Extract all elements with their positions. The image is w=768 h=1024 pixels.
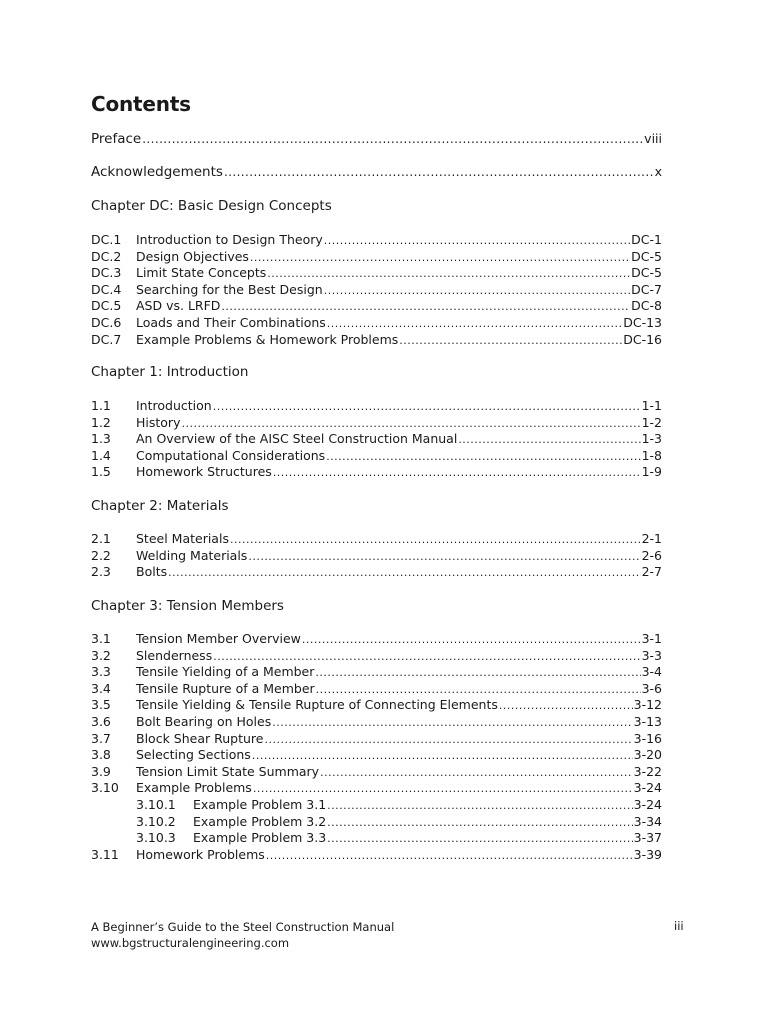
toc-entry[interactable]	[91, 249, 662, 266]
toc-entry[interactable]	[91, 232, 662, 249]
dot-leader	[327, 831, 632, 845]
footer-left	[91, 919, 394, 951]
entry-label: Acknowledgements	[91, 164, 223, 180]
toc-entry[interactable]	[91, 747, 662, 764]
dot-leader	[327, 815, 632, 829]
entry-number: DC.6	[91, 314, 122, 330]
entry-number: 3.10	[91, 780, 119, 796]
entry-label: Tensile Yielding of a Member	[136, 664, 315, 680]
toc-entry[interactable]	[91, 648, 662, 665]
chapter-section	[91, 531, 662, 581]
dot-leader	[248, 549, 640, 563]
toc-entry[interactable]	[91, 332, 662, 349]
toc-entry[interactable]	[91, 664, 662, 681]
entry-number: 1.3	[91, 431, 111, 447]
dot-leader	[142, 132, 643, 146]
entry-label: ASD vs. LRFD	[136, 298, 221, 314]
dot-leader	[315, 665, 640, 679]
entry-number: 3.6	[91, 713, 111, 729]
entry-page: 1-9	[641, 464, 662, 480]
entry-number: 3.5	[91, 697, 111, 713]
entry-page: 3-16	[633, 730, 662, 746]
toc-entry[interactable]	[91, 681, 662, 698]
entry-label: Design Objectives	[136, 248, 249, 264]
footer-page-number: iii	[674, 919, 684, 933]
entry-number: 3.10.3	[136, 830, 176, 846]
entry-number: 3.10.2	[136, 813, 176, 829]
entry-number: 1.5	[91, 464, 111, 480]
entry-label: Introduction to Design Theory	[136, 232, 323, 247]
entry-label: Tensile Yielding & Tensile Rupture of Connecting Elements	[136, 697, 498, 713]
entry-page: 3-22	[633, 763, 662, 779]
entry-number: 1.2	[91, 414, 111, 430]
entry-number: 3.8	[91, 747, 111, 763]
entry-page: DC-16	[623, 331, 662, 347]
toc-entry-preface[interactable]	[91, 131, 662, 147]
dot-leader	[324, 283, 630, 297]
entry-page: DC-8	[631, 298, 662, 314]
chapter-heading[interactable]: Chapter 1: Introduction	[91, 364, 249, 380]
toc-entry[interactable]	[91, 780, 662, 797]
dot-leader	[252, 748, 633, 762]
toc-entry[interactable]	[91, 415, 662, 432]
entry-label: Tension Member Overview	[136, 631, 301, 646]
dot-leader	[221, 299, 630, 313]
entry-page: 1-2	[641, 414, 662, 430]
entry-page: 3-37	[633, 830, 662, 846]
entry-label: Tension Limit State Summary	[136, 763, 320, 779]
dot-leader	[181, 416, 640, 430]
dot-leader	[168, 565, 640, 579]
entry-page: 1-8	[641, 447, 662, 463]
entry-number: 1.4	[91, 447, 111, 463]
entry-page: 3-20	[633, 747, 662, 763]
entry-label: Bolt Bearing on Holes	[136, 713, 272, 729]
entry-label: Example Problems & Homework Problems	[136, 331, 399, 347]
entry-page: DC-13	[623, 314, 662, 330]
entry-label: An Overview of the AISC Steel Construction Manual	[136, 431, 458, 447]
toc-entry[interactable]	[91, 847, 662, 864]
entry-page: DC-7	[631, 281, 662, 297]
entry-page: 1-1	[641, 398, 662, 413]
entry-page: 3-3	[641, 647, 662, 663]
chapter-heading[interactable]: Chapter 3: Tension Members	[91, 598, 284, 614]
toc-entry[interactable]	[91, 398, 662, 415]
toc-entry[interactable]	[91, 797, 662, 814]
entry-label: Limit State Concepts	[136, 265, 267, 281]
entry-number: DC.3	[91, 265, 122, 281]
entry-label: Computational Considerations	[136, 447, 326, 463]
entry-page: DC-5	[631, 265, 662, 281]
entry-number: 3.1	[91, 631, 111, 646]
toc-entry[interactable]	[91, 548, 662, 565]
entry-page: 3-1	[641, 631, 662, 646]
dot-leader	[264, 732, 632, 746]
entry-number: 2.2	[91, 547, 111, 563]
chapter-section	[91, 631, 662, 863]
entry-page: 2-6	[641, 547, 662, 563]
entry-label: Homework Structures	[136, 464, 272, 480]
entry-label: Selecting Sections	[136, 747, 251, 763]
dot-leader	[399, 333, 622, 347]
entry-page: DC-1	[631, 232, 662, 247]
dot-leader	[267, 266, 630, 280]
entry-label: Introduction	[136, 398, 212, 413]
dot-leader	[272, 715, 632, 729]
chapter-heading[interactable]: Chapter DC: Basic Design Concepts	[91, 198, 332, 214]
entry-number: 3.11	[91, 846, 119, 862]
entry-number: 3.4	[91, 680, 111, 696]
dot-leader	[213, 399, 641, 413]
entry-number: 3.2	[91, 647, 111, 663]
chapter-section	[91, 398, 662, 481]
toc-entry[interactable]	[91, 714, 662, 731]
dot-leader	[327, 798, 632, 812]
entry-label: Searching for the Best Design	[136, 281, 323, 297]
entry-number: 3.10.1	[136, 796, 176, 812]
toc-entry[interactable]	[91, 282, 662, 299]
toc-entry[interactable]	[91, 265, 662, 282]
page-title: Contents	[91, 92, 191, 116]
entry-label: Slenderness	[136, 647, 213, 663]
toc-entry[interactable]	[91, 564, 662, 581]
entry-page: 1-3	[641, 431, 662, 447]
entry-label: Welding Materials	[136, 547, 248, 563]
dot-leader	[324, 233, 630, 247]
entry-label: Steel Materials	[136, 531, 229, 546]
entry-number: DC.7	[91, 331, 122, 347]
entry-label: Block Shear Rupture	[136, 730, 264, 746]
entry-number: 3.9	[91, 763, 111, 779]
dot-leader	[302, 632, 641, 646]
dot-leader	[250, 250, 630, 264]
entry-page: 3-39	[633, 846, 662, 862]
entry-label: Example Problems	[136, 780, 252, 796]
dot-leader	[230, 532, 641, 546]
dot-leader	[316, 682, 641, 696]
entry-number: DC.4	[91, 281, 122, 297]
entry-page: 3-13	[633, 713, 662, 729]
toc-entry[interactable]	[91, 431, 662, 448]
toc-entry[interactable]	[91, 764, 662, 781]
entry-number: 1.1	[91, 398, 111, 413]
entry-page: 2-7	[641, 564, 662, 580]
entry-label: Homework Problems	[136, 846, 265, 862]
toc-entry[interactable]	[91, 697, 662, 714]
chapter-heading[interactable]: Chapter 2: Materials	[91, 498, 229, 514]
entry-page: 3-12	[633, 697, 662, 713]
entry-label: Loads and Their Combinations	[136, 314, 326, 330]
toc-entry[interactable]	[91, 731, 662, 748]
chapter-section	[91, 232, 662, 348]
entry-label: Preface	[91, 131, 142, 147]
footer-book-title: A Beginner’s Guide to the Steel Construction Manual	[91, 920, 395, 934]
entry-number: 3.3	[91, 664, 111, 680]
toc-entry[interactable]	[91, 448, 662, 465]
entry-page: x	[654, 164, 662, 179]
entry-label: History	[136, 414, 181, 430]
dot-leader	[273, 465, 641, 479]
entry-label: Example Problem 3.3	[193, 830, 327, 846]
entry-page: 3-24	[633, 780, 662, 796]
toc-entry[interactable]	[91, 631, 662, 648]
entry-number: DC.2	[91, 248, 122, 264]
entry-page: viii	[644, 131, 662, 146]
dot-leader	[458, 432, 640, 446]
entry-label: Example Problem 3.1	[193, 796, 327, 812]
entry-page: 3-34	[633, 813, 662, 829]
entry-page: 3-6	[641, 680, 662, 696]
entry-page: 3-24	[633, 796, 662, 812]
toc-entry[interactable]	[91, 298, 662, 315]
toc-entry[interactable]	[91, 464, 662, 481]
entry-number: DC.1	[91, 232, 122, 247]
dot-leader	[253, 781, 633, 795]
dot-leader	[213, 649, 640, 663]
footer-website: www.bgstructuralengineering.com	[91, 936, 290, 950]
entry-label: Example Problem 3.2	[193, 813, 327, 829]
toc-entry-acknowledgements[interactable]	[91, 164, 662, 180]
dot-leader	[224, 165, 654, 179]
dot-leader	[320, 765, 633, 779]
toc-entry[interactable]	[91, 830, 662, 847]
toc-entry[interactable]	[91, 814, 662, 831]
dot-leader	[499, 698, 633, 712]
entry-page: 2-1	[641, 531, 662, 546]
entry-label: Tensile Rupture of a Member	[136, 680, 315, 696]
entry-number: 2.3	[91, 564, 111, 580]
entry-page: 3-4	[641, 664, 662, 680]
toc-entry[interactable]	[91, 315, 662, 332]
entry-number: 3.7	[91, 730, 111, 746]
toc-entry[interactable]	[91, 531, 662, 548]
entry-number: 2.1	[91, 531, 111, 546]
dot-leader	[266, 848, 633, 862]
entry-number: DC.5	[91, 298, 122, 314]
entry-page: DC-5	[631, 248, 662, 264]
entry-label: Bolts	[136, 564, 168, 580]
dot-leader	[327, 316, 622, 330]
dot-leader	[326, 449, 640, 463]
